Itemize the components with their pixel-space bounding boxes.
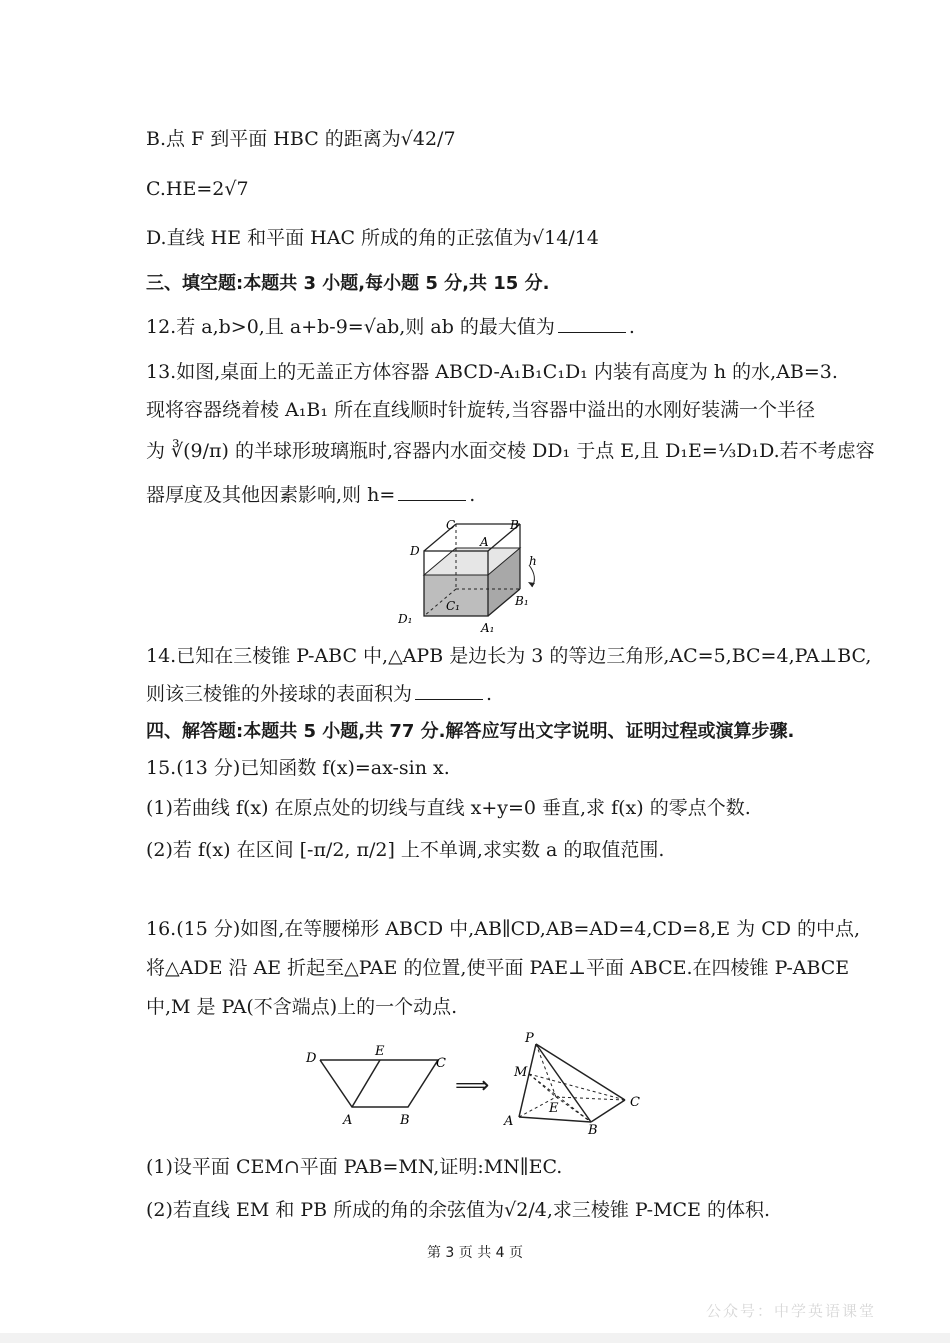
question-16-part-1: (1)设平面 CEM∩平面 PAB=MN,证明:MN∥EC. bbox=[146, 1156, 563, 1178]
label-c: C bbox=[446, 518, 456, 532]
trap-label-c: C bbox=[436, 1056, 446, 1071]
answer-blank-12 bbox=[558, 318, 626, 333]
trap-label-e: E bbox=[375, 1044, 385, 1059]
pyr-label-c: C bbox=[630, 1095, 640, 1110]
question-14-line-1: 14.已知在三棱锥 P-ABC 中,△APB 是边长为 3 的等边三角形,AC=5,BC=4,PA⊥BC, bbox=[146, 645, 872, 667]
label-c1: C₁ bbox=[446, 599, 460, 613]
pyramid-figure bbox=[500, 1030, 650, 1140]
cube-figure bbox=[398, 515, 548, 635]
question-13-line-4: 器厚度及其他因素影响,则 h= . bbox=[146, 484, 476, 506]
watermark: 公众号：中学英语课堂 bbox=[706, 1302, 877, 1320]
label-d1: D₁ bbox=[398, 612, 413, 626]
question-15-part-2: (2)若 f(x) 在区间 [-π/2, π/2] 上不单调,求实数 a 的取值范围. bbox=[146, 839, 665, 861]
pyr-label-p: P bbox=[525, 1031, 534, 1046]
option-b: B.点 F 到平面 HBC 的距离为√42/7 bbox=[146, 128, 456, 150]
label-b1: B₁ bbox=[515, 594, 529, 608]
answer-blank-14 bbox=[415, 685, 483, 700]
answer-blank-13 bbox=[398, 486, 466, 501]
trap-label-a: A bbox=[343, 1113, 353, 1128]
trap-label-d: D bbox=[306, 1051, 317, 1066]
label-b: B bbox=[510, 518, 519, 532]
label-h: h bbox=[529, 554, 537, 568]
pyr-label-e: E bbox=[549, 1101, 559, 1116]
question-14-line-2: 则该三棱锥的外接球的表面积为 . bbox=[146, 683, 493, 705]
question-12: 12.若 a,b>0,且 a+b-9=√ab,则 ab 的最大值为 . bbox=[146, 316, 635, 338]
option-d: D.直线 HE 和平面 HAC 所成的角的正弦值为√14/14 bbox=[146, 227, 599, 249]
section-3-heading: 三、填空题:本题共 3 小题,每小题 5 分,共 15 分. bbox=[146, 273, 550, 294]
question-13-line-2: 现将容器绕着棱 A₁B₁ 所在直线顺时针旋转,当容器中溢出的水刚好装满一个半径 bbox=[146, 399, 816, 421]
bottom-edge bbox=[0, 1333, 950, 1343]
label-d: D bbox=[410, 544, 420, 558]
question-13-line-3: 为 ∛(9/π) 的半球形玻璃瓶时,容器内水面交棱 DD₁ 于点 E,且 D₁E=⅓D₁D.若不考虑容 bbox=[146, 440, 875, 462]
pyr-label-b: B bbox=[588, 1123, 598, 1138]
question-15: 15.(13 分)已知函数 f(x)=ax-sin x. bbox=[146, 757, 450, 779]
question-16-line-1: 16.(15 分)如图,在等腰梯形 ABCD 中,AB∥CD,AB=AD=4,CD=8,E 为 CD 的中点, bbox=[146, 918, 861, 940]
trapezoid-figure bbox=[300, 1040, 460, 1132]
page-footer: 第 3 页 共 4 页 bbox=[426, 1245, 524, 1261]
label-a: A bbox=[480, 535, 489, 549]
question-16-part-2: (2)若直线 EM 和 PB 所成的角的余弦值为√2/4,求三棱锥 P-MCE 的体积. bbox=[146, 1199, 771, 1221]
question-12-text: 12.若 a,b>0,且 a+b-9=√ab,则 ab 的最大值为 bbox=[146, 316, 555, 338]
question-16-line-2: 将△ADE 沿 AE 折起至△PAE 的位置,使平面 PAE⊥平面 ABCE.在四棱锥 P-ABCE bbox=[146, 957, 850, 979]
question-13-line-1: 13.如图,桌面上的无盖正方体容器 ABCD-A₁B₁C₁D₁ 内装有高度为 h 的水,AB=3. bbox=[146, 361, 838, 383]
transform-arrow-icon: ⟹ bbox=[455, 1071, 490, 1099]
question-15-part-1: (1)若曲线 f(x) 在原点处的切线与直线 x+y=0 垂直,求 f(x) 的零点个数. bbox=[146, 797, 751, 819]
option-c: C.HE=2√7 bbox=[146, 178, 249, 200]
question-16-line-3: 中,M 是 PA(不含端点)上的一个动点. bbox=[146, 996, 458, 1018]
pyr-label-m: M bbox=[514, 1065, 528, 1080]
section-4-heading: 四、解答题:本题共 5 小题,共 77 分.解答应写出文字说明、证明过程或演算步骤. bbox=[146, 721, 795, 742]
label-a1: A₁ bbox=[481, 621, 495, 635]
pyr-label-a: A bbox=[504, 1114, 514, 1129]
trap-label-b: B bbox=[400, 1113, 410, 1128]
